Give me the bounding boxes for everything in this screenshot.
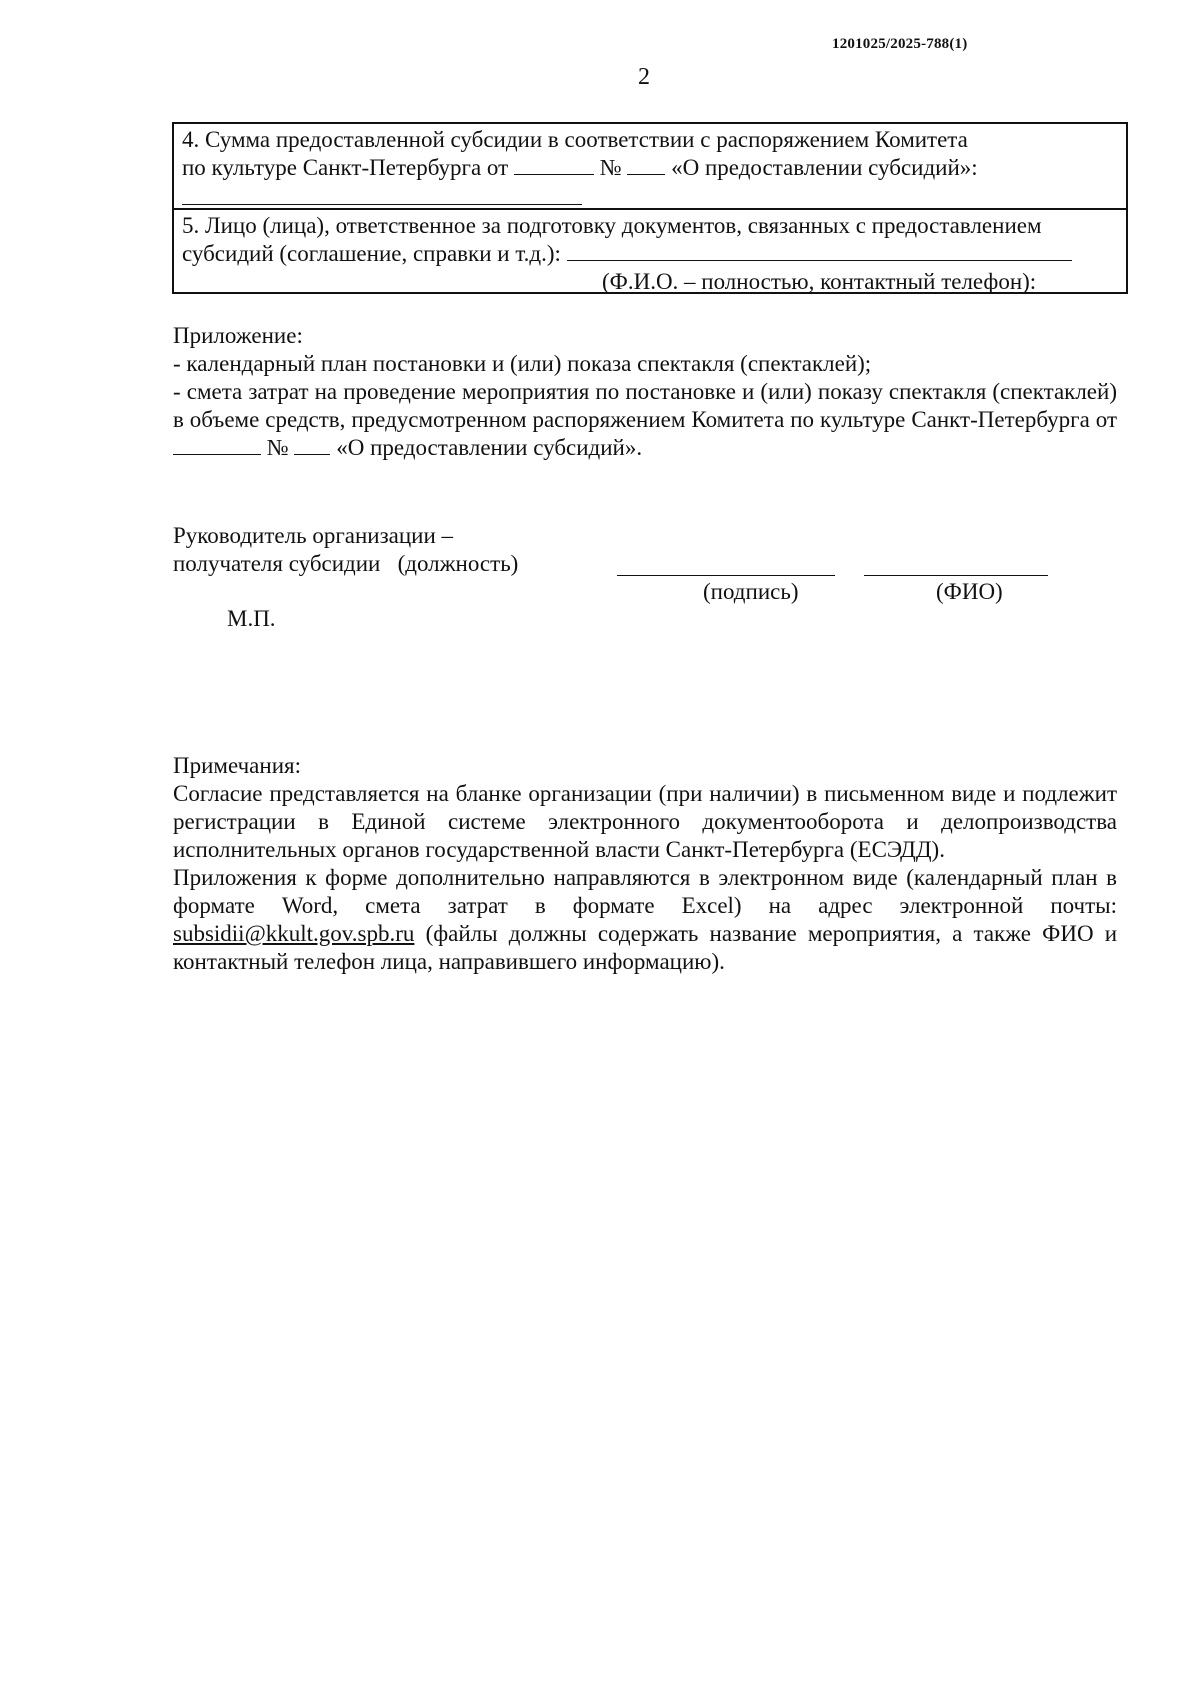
date-blank-2 (173, 434, 261, 455)
head-title-line1: Руководитель организации – (173, 523, 454, 548)
attachments-heading: Приложение: (173, 323, 303, 348)
table-row-subsidy-amount (174, 124, 1126, 210)
number-sign: № (599, 155, 622, 180)
number-blank (627, 154, 665, 175)
amount-blank-line (182, 204, 582, 205)
row5-line2-text: субсидий (соглашение, справки и т.д.): (182, 241, 561, 266)
signature-line (617, 575, 835, 576)
decree-title-2: «О предоставлении субсидий». (336, 435, 643, 460)
attachments-section (173, 322, 1117, 462)
decree-title: «О предоставлении субсидий»: (671, 155, 978, 180)
head-title-line2: получателя субсидии (должность) (173, 551, 519, 576)
date-blank (514, 154, 594, 175)
row5-line1: 5. Лицо (лица), ответственное за подготовку документов, связанных с предоставлением (182, 213, 1042, 238)
notes-paragraph-2 (173, 864, 1117, 976)
table-row-responsible-person (174, 210, 1126, 292)
fio-line (864, 575, 1048, 576)
number-sign-2: № (266, 435, 289, 460)
stamp-placeholder: М.П. (227, 606, 276, 631)
notes-paragraph-1: Согласие представляется на бланке организации (при наличии) в письменном виде и подлежит регистрации в Единой системе электронного документооборота и делопроизводства исполнительных органов государственной власти Санкт-Петербурга (ЕСЭДД). (173, 781, 1117, 862)
notes-section (173, 752, 1117, 976)
notes-heading: Примечания: (173, 753, 301, 778)
row4-line2 (182, 154, 1118, 182)
row4-line1: 4. Сумма предоставленной субсидии в соответствии с распоряжением Комитета (182, 127, 968, 152)
signature-caption: (подпись) (703, 579, 799, 604)
number-blank-2 (294, 434, 330, 455)
document-registration-number: 1201025/2025-788(1) (832, 36, 968, 52)
fio-signature-caption: (ФИО) (936, 579, 1003, 604)
email-link[interactable]: subsidii@kkult.gov.spb.ru (173, 921, 415, 946)
notes-paragraph-2-tail: (файлы должны содержать название мероприятия, а также ФИО и контактный телефон лица, направившего информацию). (173, 921, 1118, 974)
attachment-item-2-text: - смета затрат на проведение мероприятия по постановке и (или) показу спектакля (спектаклей) в объеме средств, предусмотренном распоряжением Комитета по культуре Санкт-Петербурга от (173, 379, 1117, 432)
page-number: 2 (638, 64, 650, 90)
attachment-item-2 (173, 378, 1117, 462)
row4-line2-text: по культуре Санкт-Петербурга от (182, 155, 509, 180)
row5-line2 (182, 240, 1118, 268)
responsible-person-blank (567, 240, 1072, 261)
attachment-item-1: - календарный план постановки и (или) показа спектакля (спектаклей); (173, 351, 872, 376)
notes-paragraph-2-text: Приложения к форме дополнительно направляются в электронном виде (календарный план в формате Word, смета затрат в формате Excel) на адрес электронной почты: (173, 865, 1117, 918)
organization-head-block (173, 522, 518, 578)
fio-caption: (Ф.И.О. – полностью, контактный телефон): (602, 269, 1037, 294)
form-table (172, 122, 1128, 294)
